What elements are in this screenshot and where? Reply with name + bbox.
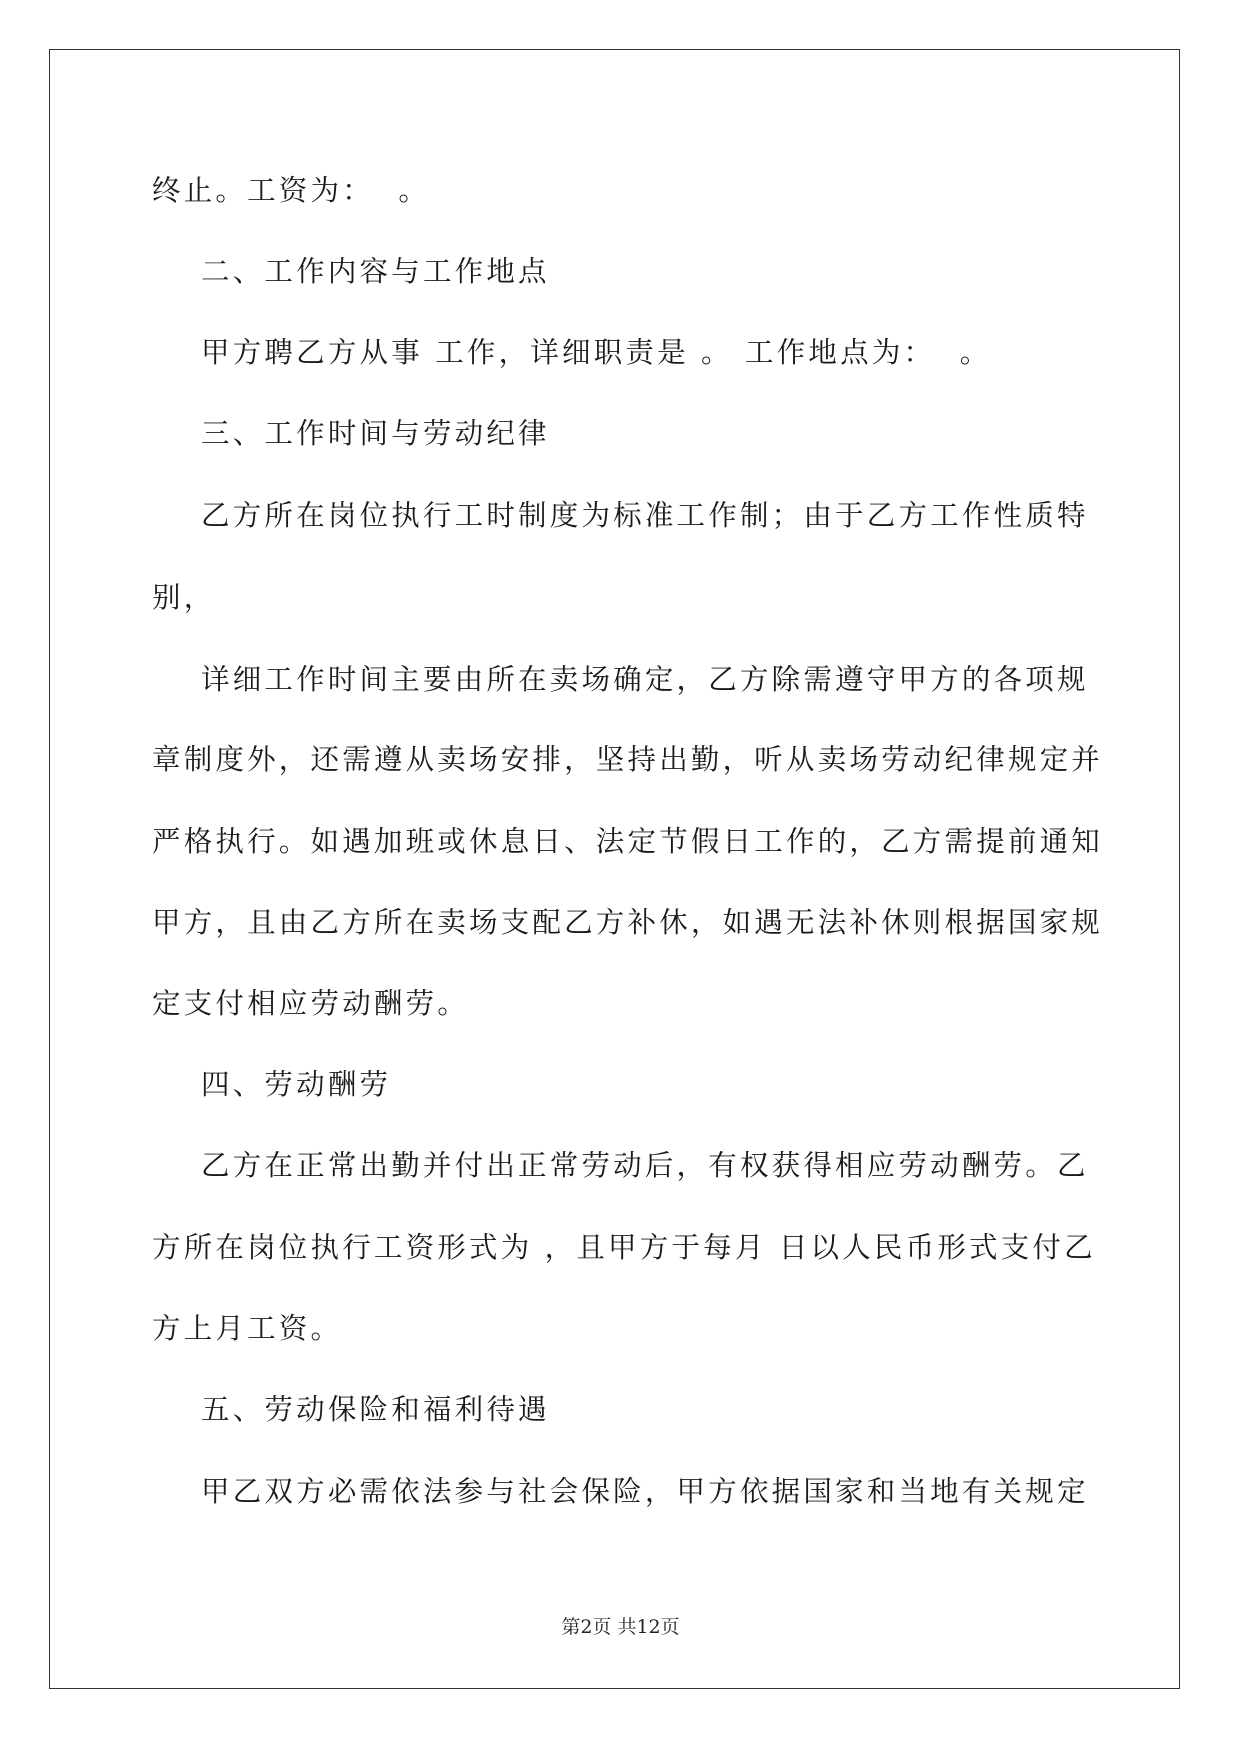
section-heading: 四、劳动酬劳 bbox=[152, 1068, 392, 1101]
text-line: 方所在岗位执行工资形式为 ，且甲方于每月 日以人民币形式支付乙 bbox=[152, 1231, 1096, 1264]
page-border bbox=[49, 49, 1180, 1689]
text-line: 乙方在正常出勤并付出正常劳动后，有权获得相应劳动酬劳。乙 bbox=[152, 1149, 1089, 1182]
section-heading: 三、工作时间与劳动纪律 bbox=[152, 417, 550, 450]
text-line: 定支付相应劳动酬劳。 bbox=[152, 987, 470, 1020]
text-line: 甲乙双方必需依法参与社会保险，甲方依据国家和当地有关规定 bbox=[152, 1475, 1089, 1508]
text-line: 严格执行。如遇加班或休息日、法定节假日工作的，乙方需提前通知 bbox=[152, 825, 1104, 858]
text-line: 甲方聘乙方从事 工作，详细职责是 。 工作地点为： 。 bbox=[152, 336, 992, 369]
text-line: 别， bbox=[152, 581, 216, 614]
text-line: 章制度外，还需遵从卖场安排，坚持出勤，听从卖场劳动纪律规定并 bbox=[152, 743, 1104, 776]
page-number-footer: 第2页 共12页 bbox=[561, 1616, 680, 1638]
section-heading: 二、工作内容与工作地点 bbox=[152, 255, 550, 288]
text-line: 终止。工资为： 。 bbox=[152, 174, 431, 207]
text-line: 甲方，且由乙方所在卖场支配乙方补休，如遇无法补休则根据国家规 bbox=[152, 906, 1104, 939]
section-heading: 五、劳动保险和福利待遇 bbox=[152, 1393, 550, 1426]
text-line: 乙方所在岗位执行工时制度为标准工作制；由于乙方工作性质特 bbox=[152, 499, 1089, 532]
text-line: 方上月工资。 bbox=[152, 1312, 343, 1345]
text-line: 详细工作时间主要由所在卖场确定，乙方除需遵守甲方的各项规 bbox=[152, 663, 1089, 696]
